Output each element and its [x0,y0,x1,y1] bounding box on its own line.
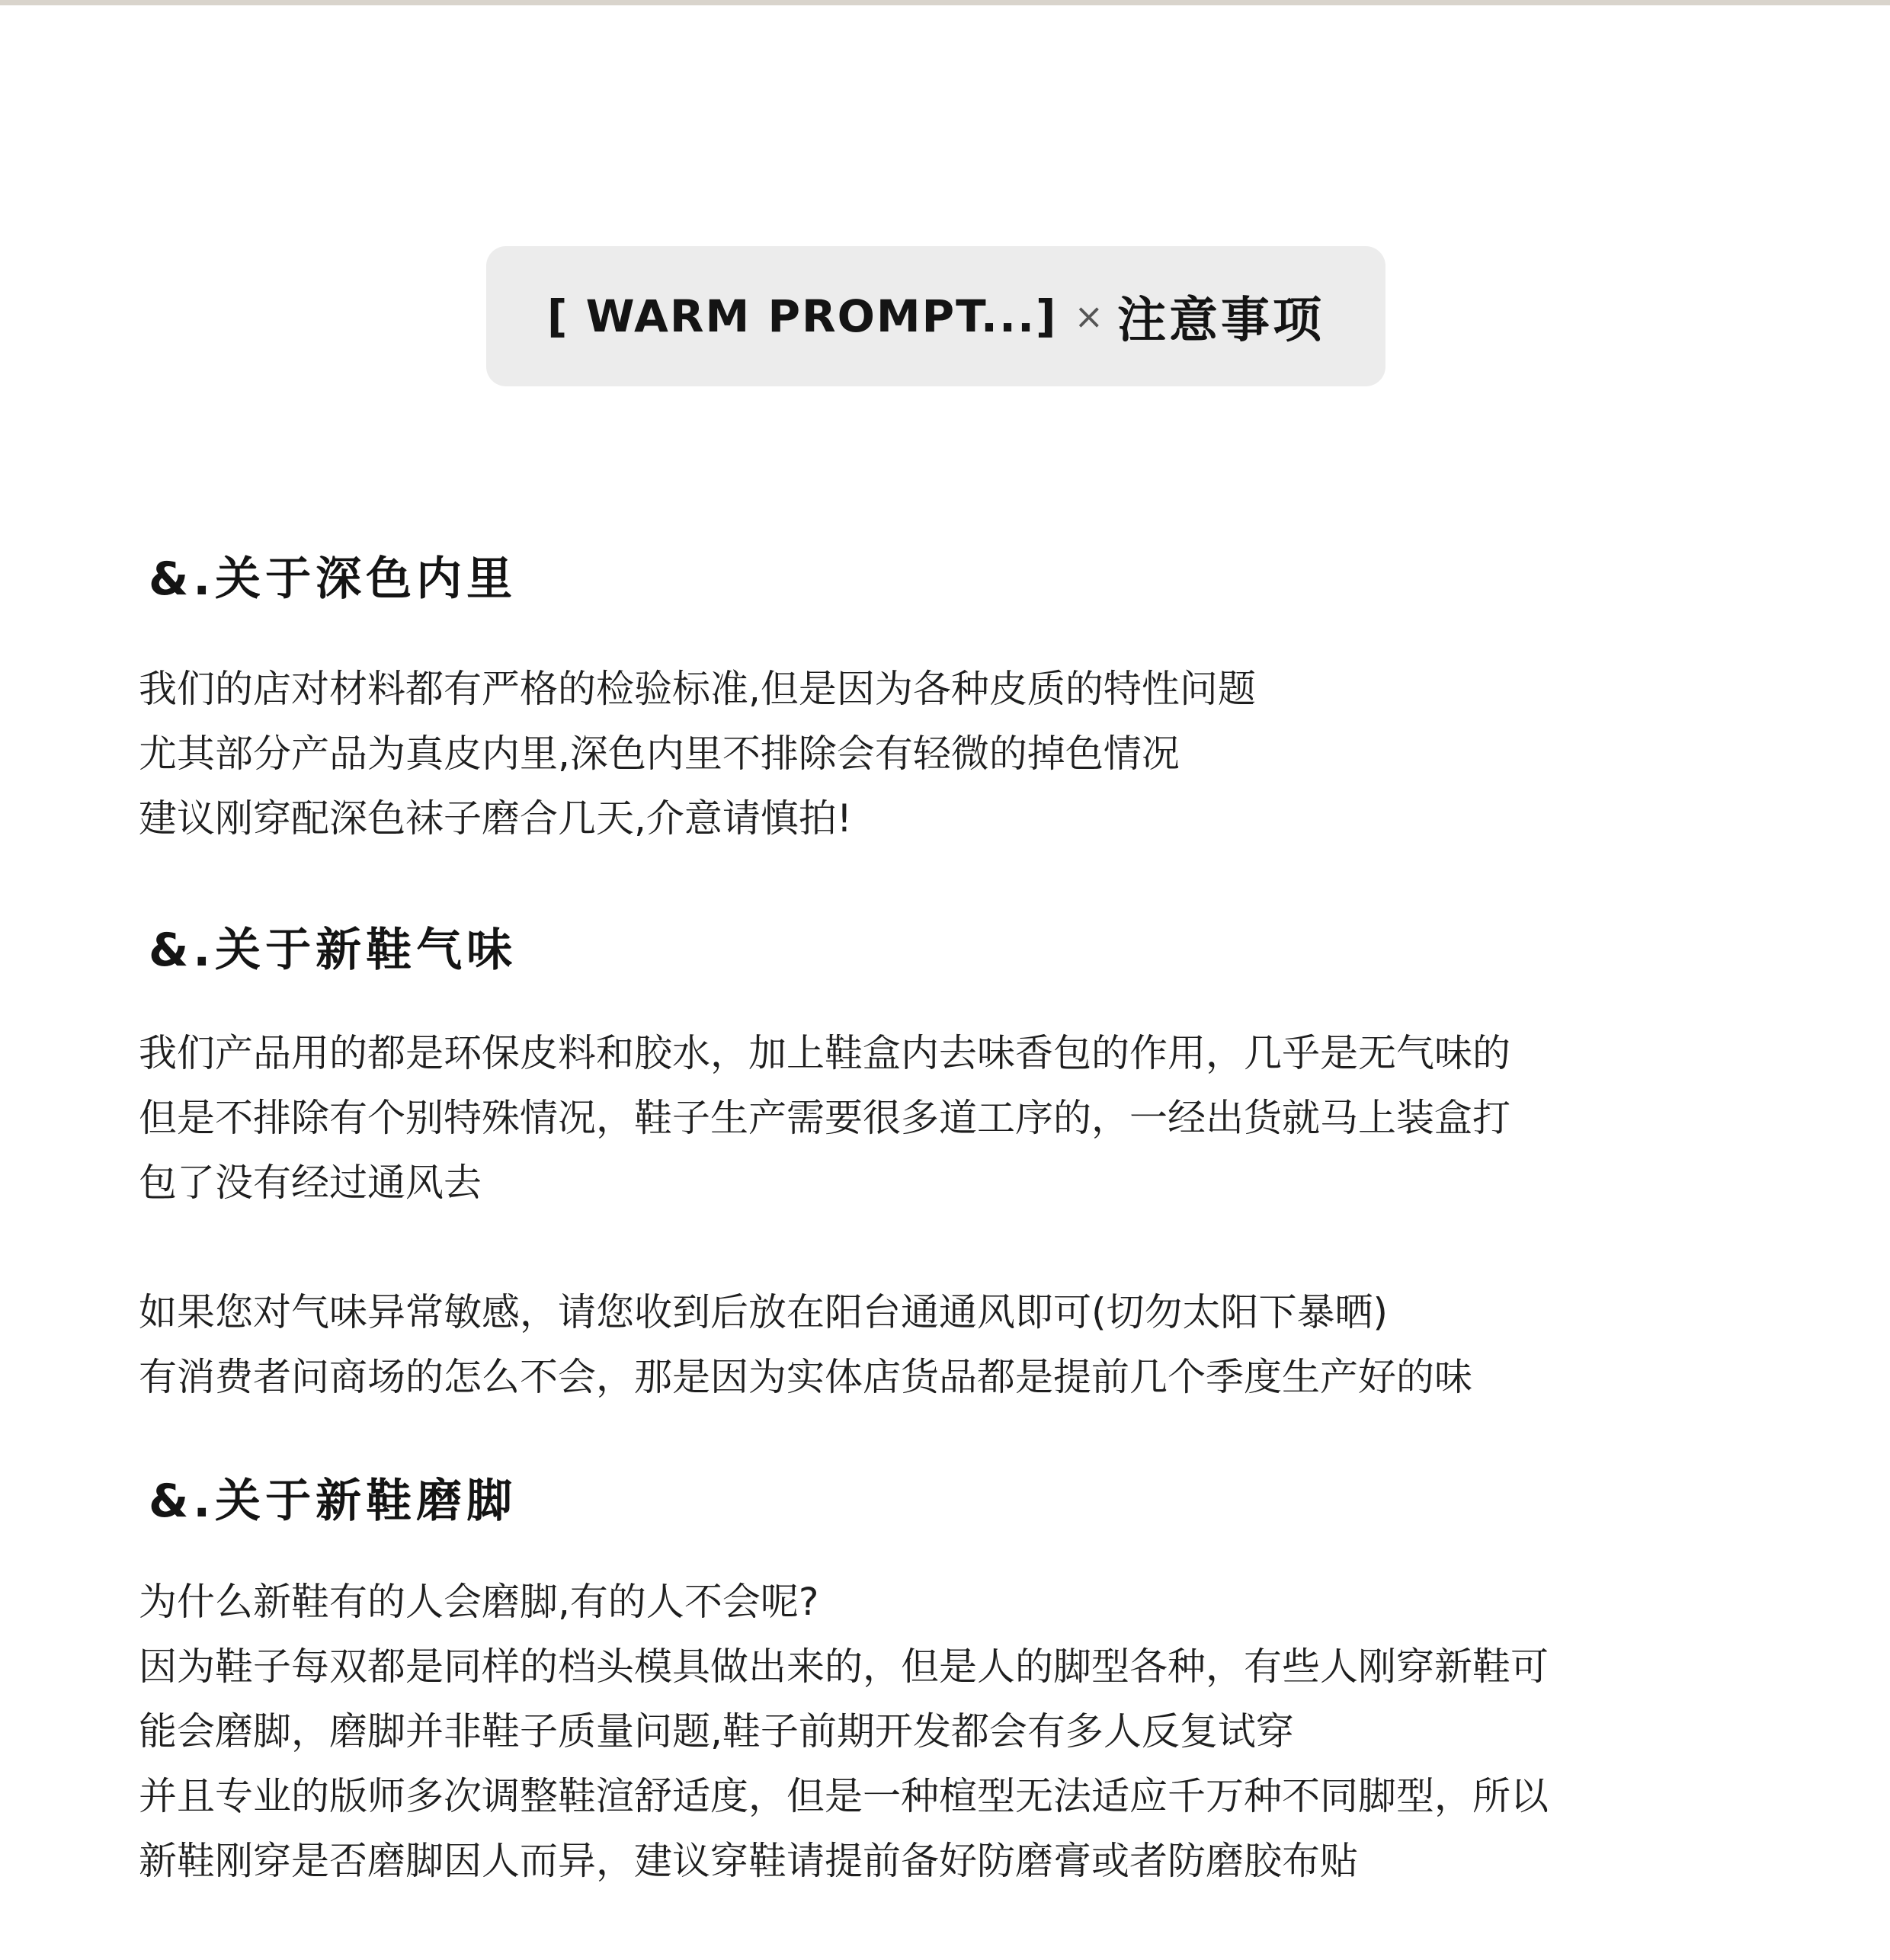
paragraph-line: 新鞋刚穿是否磨脚因人而异，建议穿鞋请提前备好防磨膏或者防磨胶布贴 [139,1839,1358,1883]
section-dark-lining-paragraph [139,657,1256,851]
section-title-new-shoe-smell: &.关于新鞋气味 [149,924,517,977]
paragraph-line: 我们产品用的都是环保皮料和胶水，加上鞋盒内去味香包的作用，几乎是无气味的 [139,1031,1510,1075]
notice-header-banner [486,246,1385,386]
header-english-title: [ WARM PROMPT...] [546,290,1058,342]
top-divider [0,0,1890,5]
paragraph-line: 有消费者问商场的怎么不会，那是因为实体店货品都是提前几个季度生产好的味 [139,1355,1472,1399]
section-smell-paragraph-1 [139,1021,1510,1215]
paragraph-line: 为什么新鞋有的人会磨脚,有的人不会呢? [139,1580,819,1624]
section-title-new-shoe-rubbing: &.关于新鞋磨脚 [149,1475,517,1528]
section-rubbing-paragraph [139,1570,1549,1894]
paragraph-line: 建议刚穿配深色袜子磨合几天,介意请慎拍! [139,796,852,841]
section-smell-paragraph-2 [139,1280,1472,1410]
header-separator: × [1074,296,1104,337]
paragraph-line: 但是不排除有个别特殊情况，鞋子生产需要很多道工序的，一经出货就马上装盒打 [139,1096,1510,1140]
paragraph-line: 我们的店对材料都有严格的检验标准,但是因为各种皮质的特性问题 [139,667,1256,711]
paragraph-line: 包了没有经过通风去 [139,1161,482,1205]
section-title-dark-lining: &.关于深色内里 [149,552,517,606]
paragraph-line: 因为鞋子每双都是同样的档头模具做出来的，但是人的脚型各种，有些人刚穿新鞋可 [139,1645,1549,1689]
paragraph-line: 如果您对气味异常敏感，请您收到后放在阳台通通风即可(切勿太阳下暴晒) [139,1290,1389,1334]
paragraph-line: 尤其部分产品为真皮内里,深色内里不排除会有轻微的掉色情况 [139,732,1180,776]
paragraph-line: 能会磨脚，磨脚并非鞋子质量问题,鞋子前期开发都会有多人反复试穿 [139,1709,1294,1753]
paragraph-line: 并且专业的版师多次调整鞋渲舒适度，但是一种楦型无法适应千万种不同脚型，所以 [139,1774,1549,1818]
header-chinese-title: 注意事项 [1117,293,1325,349]
